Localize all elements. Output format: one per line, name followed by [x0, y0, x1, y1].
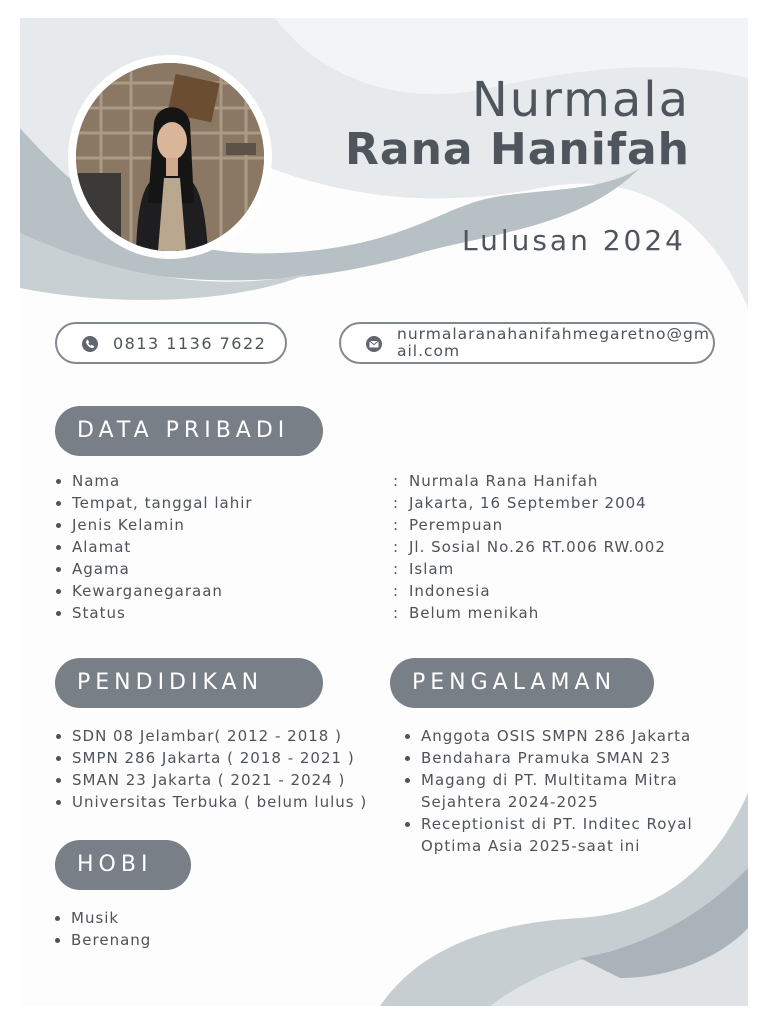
value-row-address: : Jl. Sosial No.26 RT.006 RW.002	[393, 538, 666, 556]
mail-icon	[366, 336, 382, 352]
value-row-name: : Nurmala Rana Hanifah	[393, 472, 599, 490]
phone-number: 0813 1136 7622	[113, 334, 267, 353]
avatar	[76, 63, 264, 251]
hobby-item: Berenang	[55, 929, 151, 951]
name-first: Nurmala	[471, 72, 690, 128]
experience-item: Receptionist di PT. Inditec Royal Optima Asia 2025-saat ini	[405, 813, 705, 857]
label-birth: Tempat, tanggal lahir	[56, 492, 253, 514]
value-row-religion: : Islam	[393, 560, 455, 578]
label-address: Alamat	[56, 536, 253, 558]
experience-item: Magang di PT. Multitama Mitra Sejahtera 2024-2025	[405, 769, 705, 813]
value-row-gender: : Perempuan	[393, 516, 504, 534]
value-gender: Perempuan	[409, 516, 504, 534]
value-religion: Islam	[409, 560, 455, 578]
hobby-list	[55, 907, 151, 951]
value-address: Jl. Sosial No.26 RT.006 RW.002	[409, 538, 666, 556]
profile-photo-illustration	[76, 63, 264, 251]
email-contact[interactable]	[339, 322, 715, 364]
section-heading-personal-data: DATA PRIBADI	[55, 406, 323, 456]
experience-item: Bendahara Pramuka SMAN 23	[405, 747, 705, 769]
label-religion: Agama	[56, 558, 253, 580]
value-row-status: : Belum menikah	[393, 604, 540, 622]
phone-icon	[82, 336, 98, 352]
section-heading-education: PENDIDIKAN	[55, 658, 323, 708]
name-last: Rana Hanifah	[345, 124, 690, 175]
personal-data-labels	[56, 470, 253, 624]
label-nationality: Kewarganegaraan	[56, 580, 253, 602]
email-address: nurmalaranahanifahmegaretno@gmail.com	[397, 325, 710, 360]
value-row-nationality: : Indonesia	[393, 582, 491, 600]
cv-page	[20, 18, 748, 1006]
graduation-subtitle: Lulusan 2024	[461, 224, 686, 257]
experience-item: Anggota OSIS SMPN 286 Jakarta	[405, 725, 705, 747]
education-item: Universitas Terbuka ( belum lulus )	[56, 791, 367, 813]
education-item: SMAN 23 Jakarta ( 2021 - 2024 )	[56, 769, 367, 791]
hobby-item: Musik	[55, 907, 151, 929]
label-status: Status	[56, 602, 253, 624]
experience-list	[405, 725, 705, 857]
value-row-birth: : Jakarta, 16 September 2004	[393, 494, 647, 512]
label-name: Nama	[56, 470, 253, 492]
education-item: SMPN 286 Jakarta ( 2018 - 2021 )	[56, 747, 367, 769]
personal-data-values	[393, 470, 666, 624]
education-list	[56, 725, 367, 813]
value-name: Nurmala Rana Hanifah	[409, 472, 599, 490]
value-nationality: Indonesia	[409, 582, 491, 600]
label-gender: Jenis Kelamin	[56, 514, 253, 536]
section-heading-experience: PENGALAMAN	[390, 658, 654, 708]
value-status: Belum menikah	[409, 604, 540, 622]
section-heading-hobbies: HOBI	[55, 840, 191, 890]
phone-contact[interactable]	[55, 322, 287, 364]
education-item: SDN 08 Jelambar( 2012 - 2018 )	[56, 725, 367, 747]
value-birth: Jakarta, 16 September 2004	[409, 494, 647, 512]
